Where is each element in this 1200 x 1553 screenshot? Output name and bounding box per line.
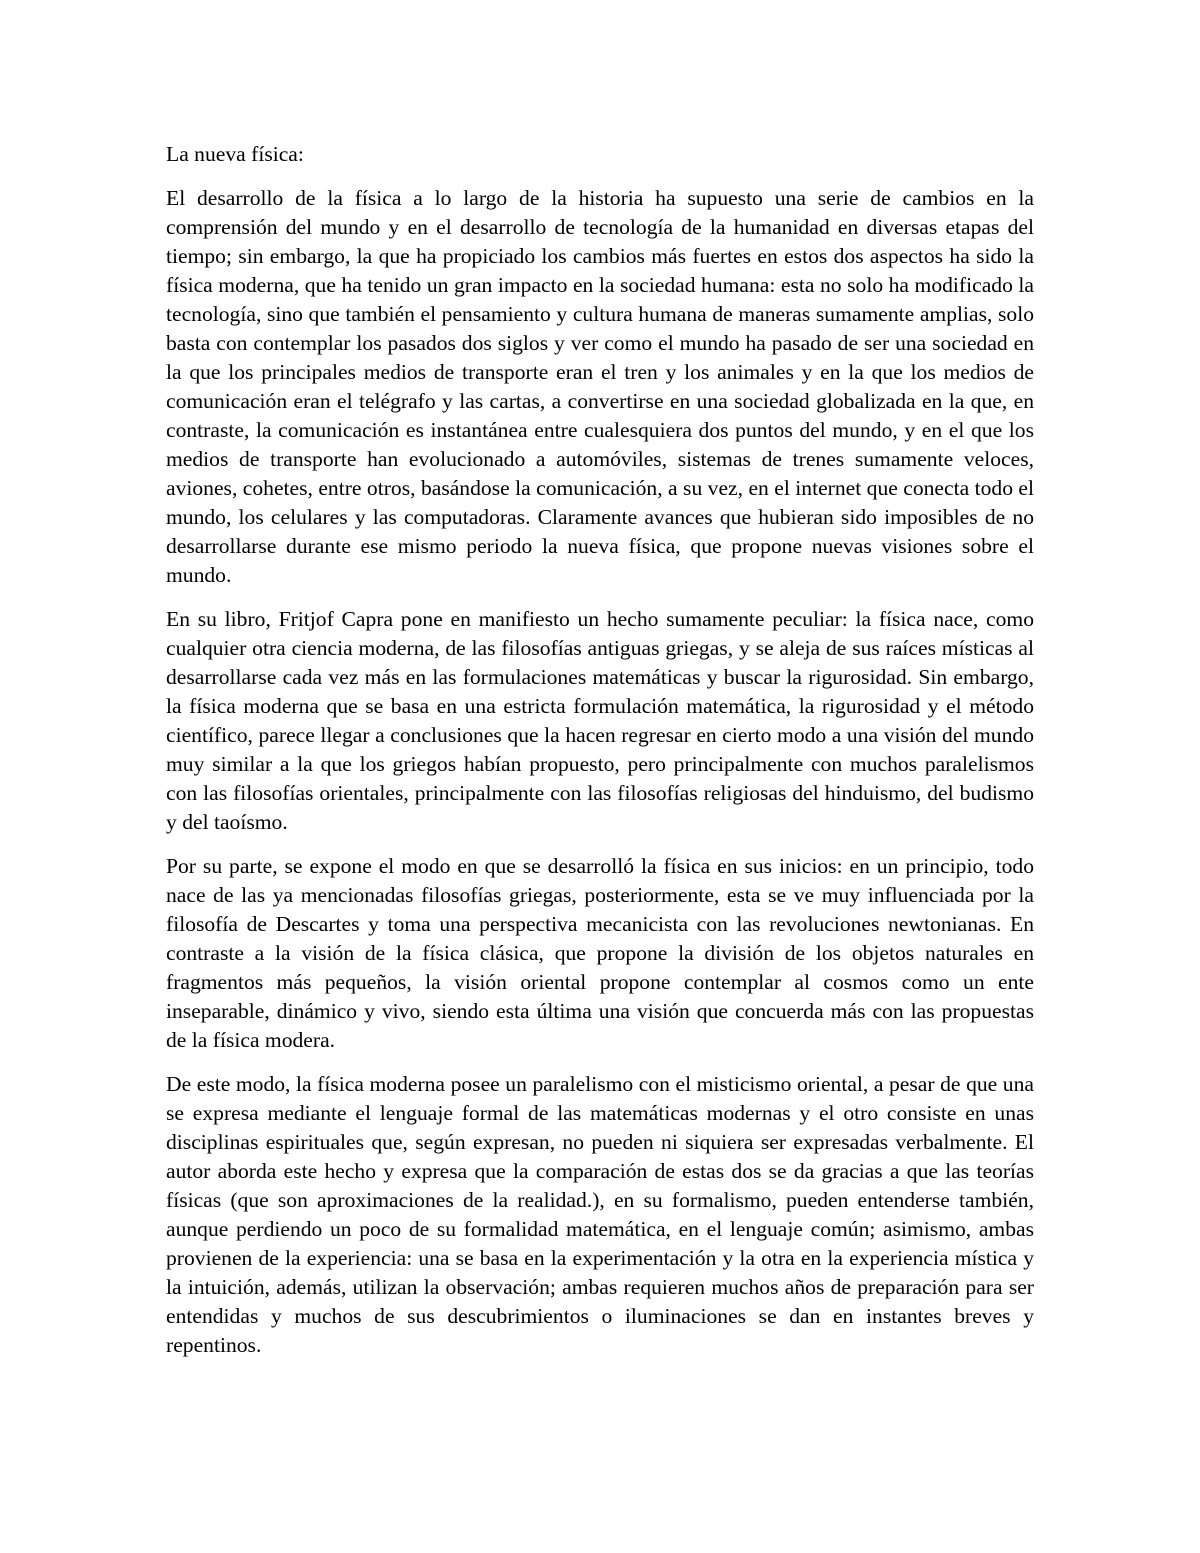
document-title: La nueva física: <box>166 142 304 166</box>
document-body <box>166 140 1034 1375</box>
paragraph-2: En su libro, Fritjof Capra pone en manifiesto un hecho sumamente peculiar: la física nace, como cualquier otra ciencia moderna, de las filosofías antiguas griegas, y se aleja de sus raíces místicas al desarrollarse cada vez más en las formulaciones matemáticas y buscar la rigurosidad. Sin embargo, la física moderna que se basa en una estricta formulación matemática, la rigurosidad y el método científico, parece llegar a conclusiones que la hacen regresar en cierto modo a una visión del mundo muy similar a la que los griegos habían propuesto, pero principalmente con muchos paralelismos con las filosofías orientales, principalmente con las filosofías religiosas del hinduismo, del budismo y del taoísmo. <box>166 607 1034 834</box>
paragraph-4: De este modo, la física moderna posee un paralelismo con el misticismo oriental, a pesar de que una se expresa mediante el lenguaje formal de las matemáticas modernas y el otro consiste en unas disciplinas espirituales que, según expresan, no pueden ni siquiera ser expresadas verbalmente. El autor aborda este hecho y expresa que la comparación de estas dos se da gracias a que las teorías físicas (que son aproximaciones de la realidad.), en su formalismo, pueden entenderse también, aunque perdiendo un poco de su formalidad matemática, en el lenguaje común; asimismo, ambas provienen de la experiencia: una se basa en la experimentación y la otra en la experiencia mística y la intuición, además, utilizan la observación; ambas requieren muchos años de preparación para ser entendidas y muchos de sus descubrimientos o iluminaciones se dan en instantes breves y repentinos. <box>166 1072 1034 1357</box>
paragraph-3: Por su parte, se expone el modo en que se desarrolló la física en sus inicios: en un principio, todo nace de las ya mencionadas filosofías griegas, posteriormente, esta se ve muy influenciada por la filosofía de Descartes y toma una perspectiva mecanicista con las revoluciones newtonianas. En contraste a la visión de la física clásica, que propone la división de los objetos naturales en fragmentos más pequeños, la visión oriental propone contemplar al cosmos como un ente inseparable, dinámico y vivo, siendo esta última una visión que concuerda más con las propuestas de la física modera. <box>166 854 1034 1052</box>
paragraph-1: El desarrollo de la física a lo largo de la historia ha supuesto una serie de cambios en la comprensión del mundo y en el desarrollo de tecnología de la humanidad en diversas etapas del tiempo; sin embargo, la que ha propiciado los cambios más fuertes en estos dos aspectos ha sido la física moderna, que ha tenido un gran impacto en la sociedad humana: esta no solo ha modificado la tecnología, sino que también el pensamiento y cultura humana de maneras sumamente amplias, solo basta con contemplar los pasados dos siglos y ver como el mundo ha pasado de ser una sociedad en la que los principales medios de transporte eran el tren y los animales y en la que los medios de comunicación eran el telégrafo y las cartas, a convertirse en una sociedad globalizada en la que, en contraste, la comunicación es instantánea entre cualesquiera dos puntos del mundo, y en el que los medios de transporte han evolucionado a automóviles, sistemas de trenes sumamente veloces, aviones, cohetes, entre otros, basándose la comunicación, a su vez, en el internet que conecta todo el mundo, los celulares y las computadoras. Claramente avances que hubieran sido imposibles de no desarrollarse durante ese mismo periodo la nueva física, que propone nuevas visiones sobre el mundo. <box>166 186 1034 587</box>
